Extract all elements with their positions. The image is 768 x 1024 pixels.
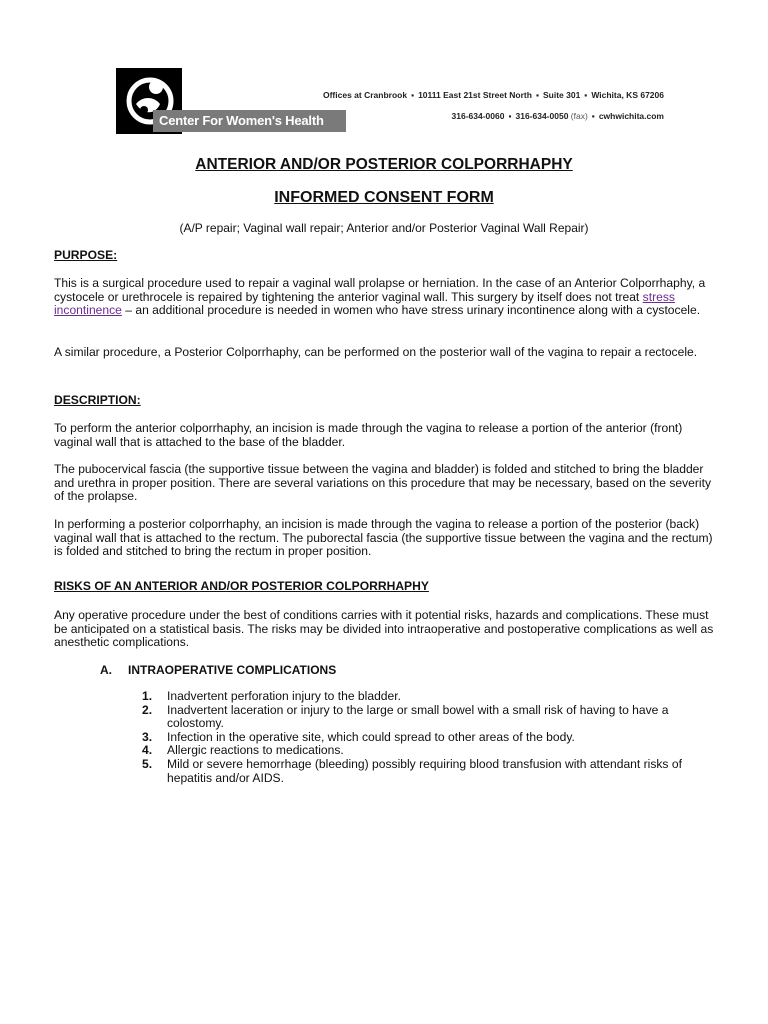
item-number: 3. <box>142 729 153 744</box>
fax-number: 316-634-0050 <box>515 111 569 121</box>
item-number: 5. <box>142 756 153 771</box>
separator-icon: ▪ <box>535 90 539 100</box>
section-title: INTRAOPERATIVE COMPLICATIONS <box>128 663 337 677</box>
purpose-text: – an additional procedure is needed in women who have stress urinary incontinence along with a cystocele. <box>121 303 701 318</box>
description-paragraph-1: To perform the anterior colporrhaphy, an incision is made through the vagina to release a portion of the anterior (front) vaginal wall that is attached to the base of the bladder. <box>54 421 683 449</box>
item-text: Inadvertent laceration or injury to the large or small bowel with a small risk of having to have a colostomy. <box>167 702 669 731</box>
purpose-paragraph-2: A similar procedure, a Posterior Colporrhaphy, can be performed on the posterior wall of the vagina to repair a rectocele. <box>54 345 698 359</box>
separator-icon: ▪ <box>584 90 588 100</box>
fax-label: (fax) <box>570 111 588 121</box>
purpose-text: This is a surgical procedure used to repair a vaginal wall prolapse or herniation. In the case of an Anterior Colporrhaphy, a cystocele or urethrocele is repaired by tightening the anterior vaginal wall. This surgery by itself does not treat <box>54 276 706 304</box>
description-paragraph-2: The pubocervical fascia (the supportive tissue between the vagina and bladder) is folded and stitched to bring the bladder and urethra in proper position. There are several variations on this procedure that may be necessary, based on the severity of the prolapse. <box>54 462 712 504</box>
item-text: Infection in the operative site, which could spread to other areas of the body. <box>167 729 575 744</box>
clinic-address <box>323 90 664 100</box>
item-number: 4. <box>142 743 153 758</box>
separator-icon: ▪ <box>411 90 415 100</box>
website: cwhwichita.com <box>598 111 664 121</box>
description-paragraph-3: In performing a posterior colporrhaphy, an incision is made through the vagina to release a portion of the posterior (back) vaginal wall that is attached to the rectum. The puborectal fascia (the supportive tissue between the vagina and the rectum) is folded and stitched to bring the rectum in proper position. <box>54 517 713 559</box>
list-item <box>142 704 722 731</box>
address-line: Offices at Cranbrook <box>322 90 408 100</box>
item-text: Mild or severe hemorrhage (bleeding) possibly requiring blood transfusion with attendant risks of hepatitis and/or AIDS. <box>167 756 682 785</box>
separator-icon: ▪ <box>508 111 512 121</box>
item-text: Allergic reactions to medications. <box>167 743 344 758</box>
description-heading: DESCRIPTION: <box>54 393 141 407</box>
list-item <box>142 744 722 758</box>
form-title: INFORMED CONSENT FORM <box>274 189 494 206</box>
stress-incontinence-link[interactable]: stress incontinence <box>54 289 675 318</box>
document-subtitle: (A/P repair; Vaginal wall repair; Anterior and/or Posterior Vaginal Wall Repair) <box>179 221 589 235</box>
clinic-contact <box>452 111 664 121</box>
list-item <box>142 731 722 745</box>
section-letter: A. <box>100 663 112 677</box>
complications-list <box>142 690 722 785</box>
risks-heading: RISKS OF AN ANTERIOR AND/OR POSTERIOR COLPORRHAPHY <box>54 579 429 593</box>
list-item <box>142 690 722 704</box>
purpose-heading: PURPOSE: <box>54 248 118 262</box>
item-text: Inadvertent perforation injury to the bladder. <box>167 689 401 703</box>
address-line: Wichita, KS 67206 <box>591 90 664 100</box>
document-title: ANTERIOR AND/OR POSTERIOR COLPORRHAPHY <box>195 156 573 173</box>
list-item <box>142 758 722 785</box>
phone-number: 316-634-0060 <box>451 111 505 121</box>
address-line: Suite 301 <box>542 90 581 100</box>
risks-paragraph: Any operative procedure under the best of conditions carries with it potential risks, hazards and complications. These must be anticipated on a statistical basis. The risks may be divided into intraoperative and postoperative complications as well as anesthetic complications. <box>54 608 714 650</box>
brand-name: Center For Women's Health <box>153 110 346 132</box>
item-number: 1. <box>142 689 153 703</box>
separator-icon: ▪ <box>591 111 595 121</box>
purpose-paragraph-1 <box>54 277 722 318</box>
item-number: 2. <box>142 702 153 717</box>
address-line: 10111 East 21st Street North <box>418 90 532 100</box>
intraoperative-heading <box>100 663 336 677</box>
